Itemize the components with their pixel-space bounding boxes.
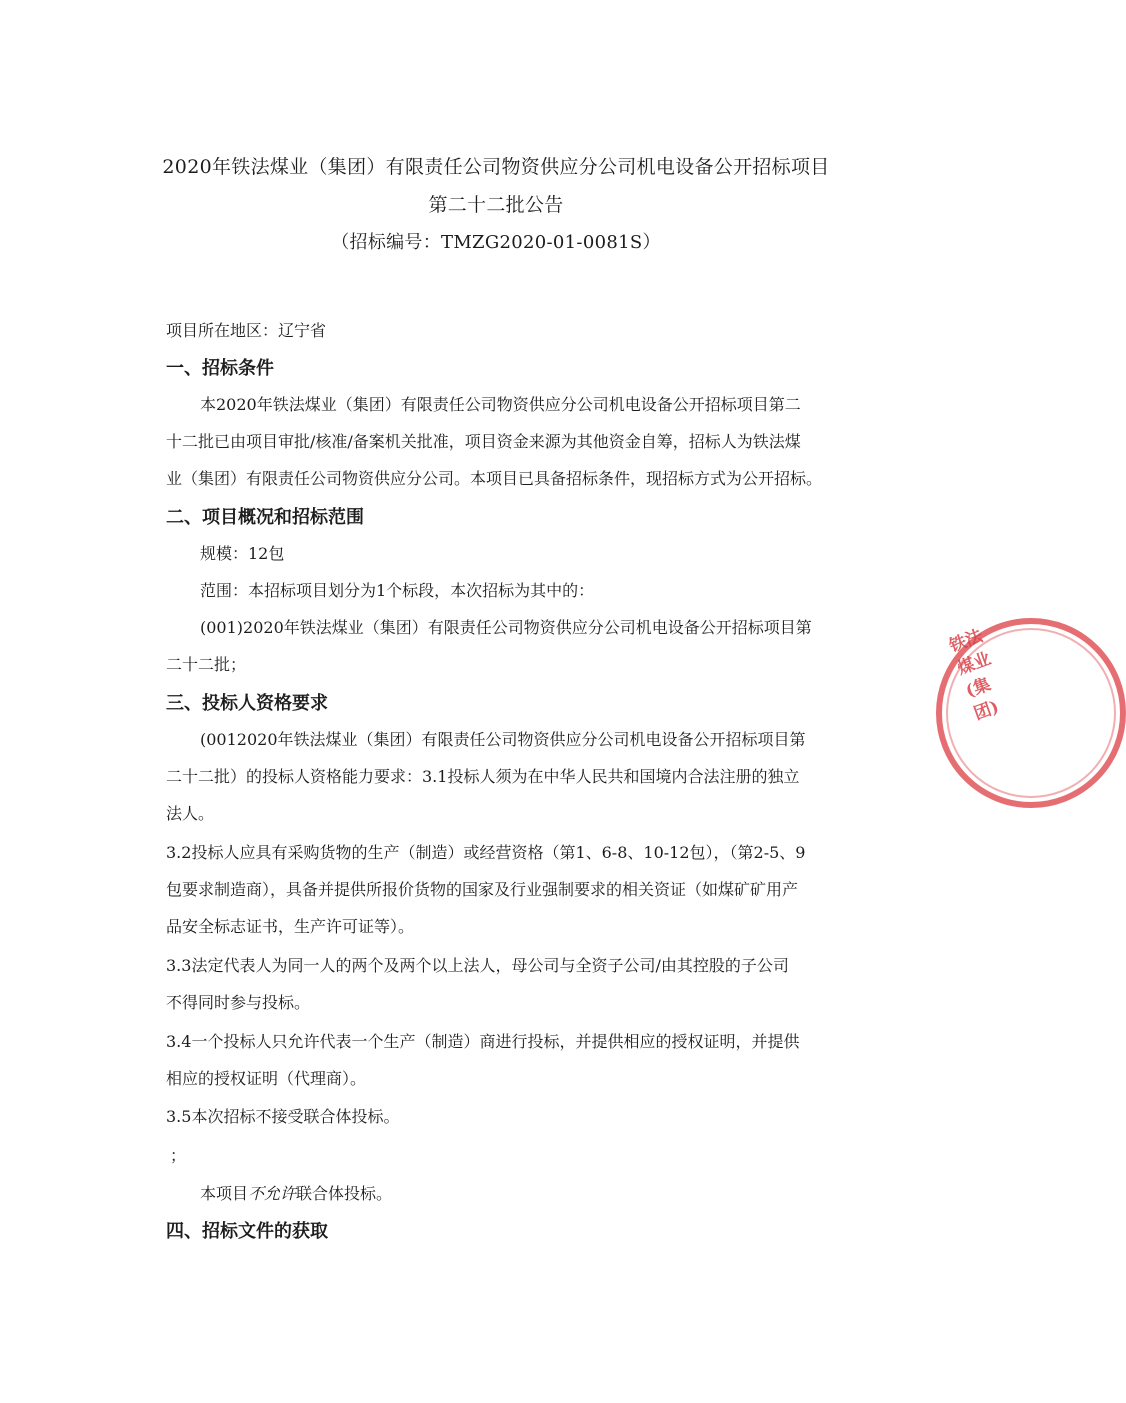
section-3-line: 3.4一个投标人只允许代表一个生产（制造）商进行投标，并提供相应的授权证明，并提供	[166, 1032, 800, 1051]
section-3-line: (0012020年铁法煤业（集团）有限责任公司物资供应分公司机电设备公开招标项目第	[200, 730, 806, 749]
section-3-heading: 三、投标人资格要求	[166, 693, 328, 714]
consortium-prefix: 本项目	[200, 1184, 249, 1203]
section-1-line: 本2020年铁法煤业（集团）有限责任公司物资供应分公司机电设备公开招标项目第二	[200, 395, 801, 414]
section-3-line: 3.2投标人应具有采购货物的生产（制造）或经营资格（第1、6-8、10-12包），（第2-5、9	[166, 843, 806, 862]
section-3-line: 品安全标志证书，生产许可证等）。	[166, 917, 415, 936]
section-3-line: 3.3法定代表人为同一人的两个及两个以上法人，母公司与全资子公司/由其控股的子公司	[166, 956, 789, 975]
lot-description: 二十二批；	[166, 655, 247, 674]
section-3-line: 相应的授权证明（代理商）。	[166, 1069, 367, 1088]
tender-number: （招标编号：TMZG2020-01-0081S）	[331, 232, 661, 253]
section-3-line: 不得同时参与投标。	[166, 993, 311, 1012]
consortium-not-allowed: 不允许	[248, 1184, 297, 1203]
project-scale: 规模：12包	[200, 544, 285, 563]
document-title-line2: 第二十二批公告	[428, 194, 564, 216]
consortium-suffix: 联合体投标。	[296, 1184, 393, 1203]
section-3-line: 包要求制造商），具备并提供所报价货物的国家及行业强制要求的相关资证（如煤矿矿用产	[166, 880, 799, 899]
section-1-heading: 一、招标条件	[166, 358, 274, 379]
project-region: 项目所在地区：辽宁省	[166, 321, 327, 340]
project-scope: 范围：本招标项目划分为1个标段，本次招标为其中的：	[200, 581, 595, 600]
consortium-statement	[200, 1181, 392, 1204]
document-title-line1: 2020年铁法煤业（集团）有限责任公司物资供应分公司机电设备公开招标项目	[162, 156, 830, 178]
section-3-line: ；	[170, 1146, 187, 1165]
section-3-line: 二十二批）的投标人资格能力要求：3.1投标人须为在中华人民共和国境内合法注册的独立	[166, 767, 800, 786]
section-3-line: 3.5本次招标不接受联合体投标。	[166, 1107, 400, 1126]
section-2-heading: 二、项目概况和招标范围	[166, 507, 364, 528]
section-1-line: 十二批已由项目审批/核准/备案机关批准，项目资金来源为其他资金自筹，招标人为铁法煤	[166, 432, 801, 451]
seal-text: 铁法煤业(集团)	[946, 626, 1002, 725]
lot-description: (001)2020年铁法煤业（集团）有限责任公司物资供应分公司机电设备公开招标项目第	[200, 618, 812, 637]
company-seal	[930, 610, 1060, 810]
section-3-line: 法人。	[166, 804, 215, 823]
section-1-line: 业（集团）有限责任公司物资供应分公司。本项目已具备招标条件，现招标方式为公开招标。	[166, 469, 823, 488]
section-4-heading: 四、招标文件的获取	[166, 1221, 328, 1242]
